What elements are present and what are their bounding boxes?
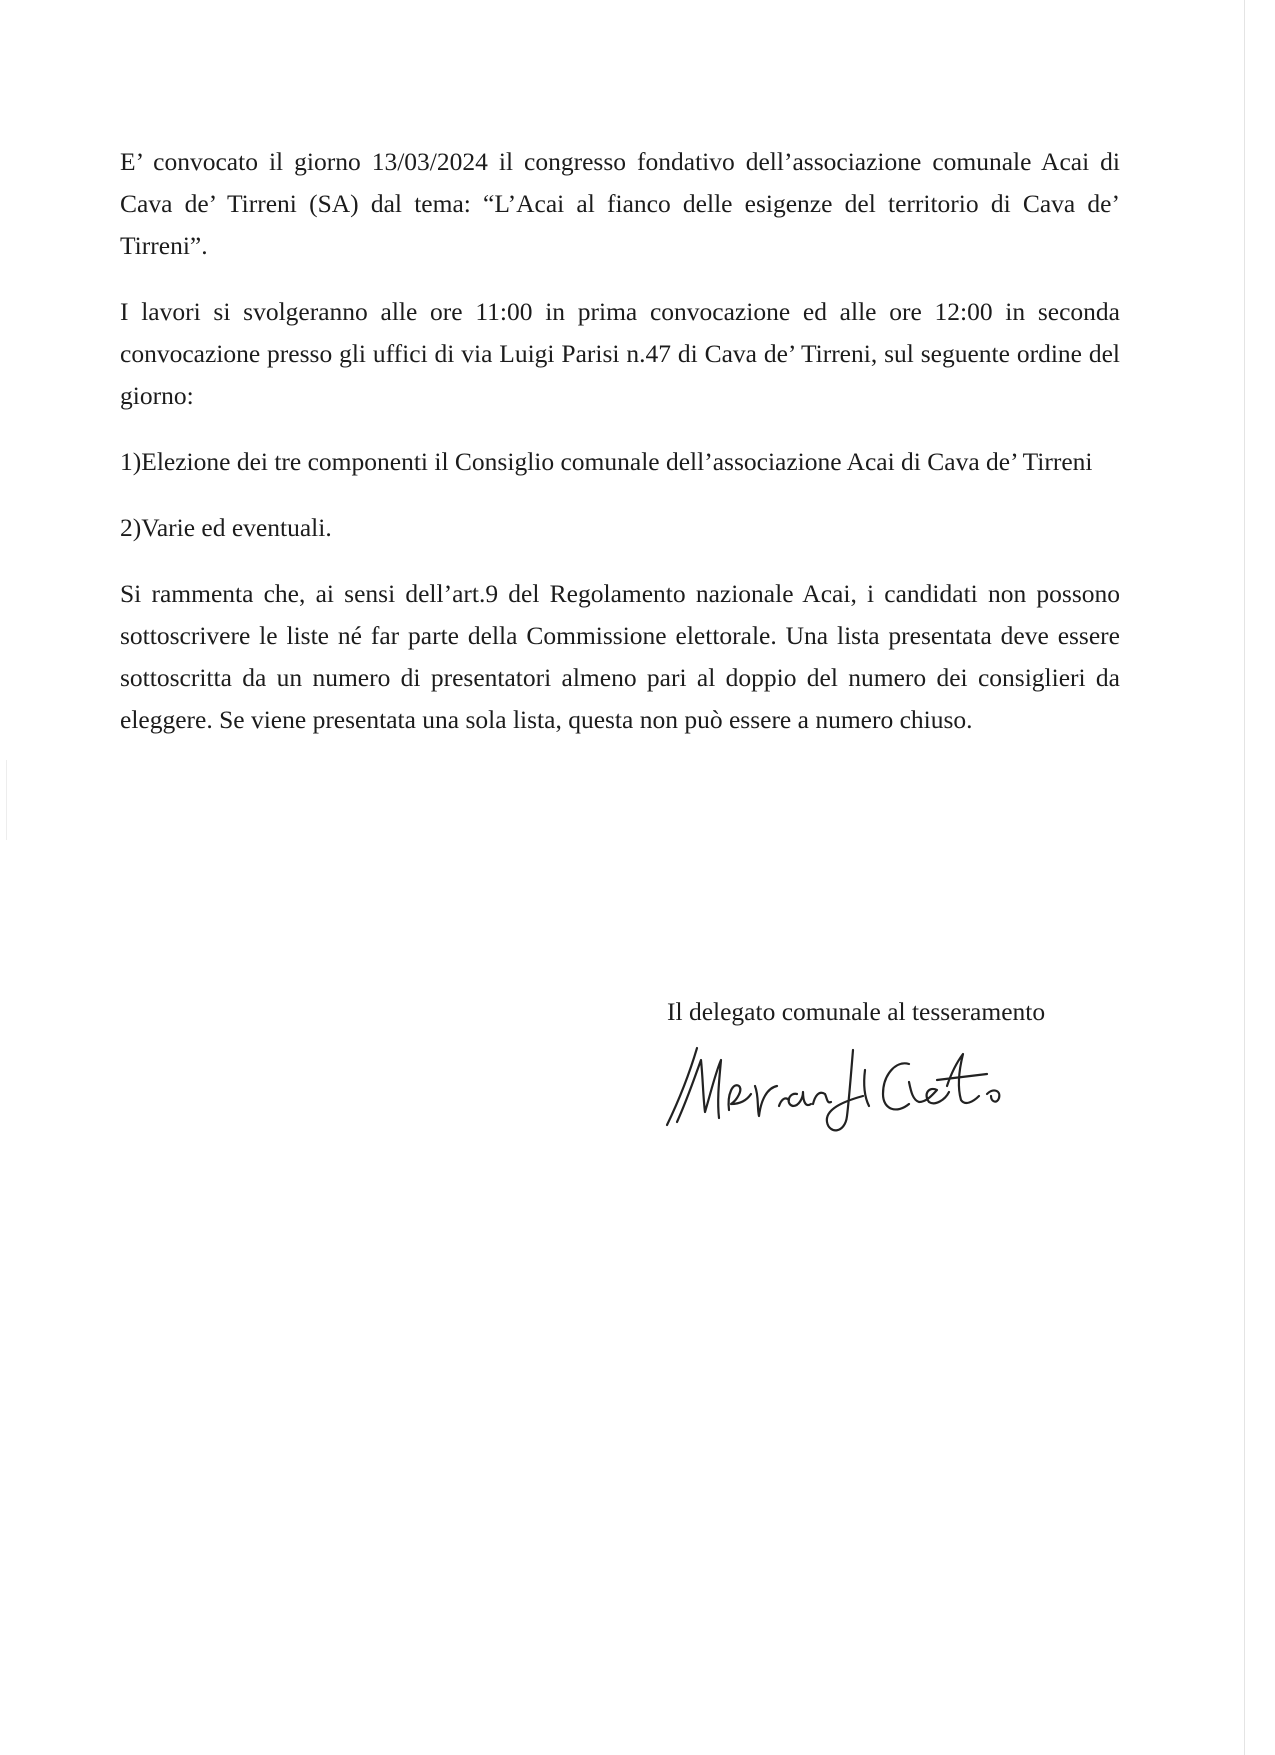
- agenda-item-1: 1)Elezione dei tre componenti il Consiglio comunale dell’associazione Acai di Cava de’ Tirreni: [120, 447, 1093, 476]
- schedule-paragraph: I lavori si svolgeranno alle ore 11:00 in prima convocazione ed alle ore 12:00 in seconda convocazione presso gli uffici di via Luigi Parisi n.47 di Cava de’ Tirreni, sul seguente ordine del giorno:: [120, 297, 1120, 410]
- document-body: [120, 141, 1120, 765]
- signature-caption: Il delegato comunale al tesseramento: [667, 997, 1046, 1026]
- signature-block: [667, 996, 1127, 1028]
- convocation-paragraph: E’ convocato il giorno 13/03/2024 il congresso fondativo dell’associazione comunale Acai di Cava de’ Tirreni (SA) dal tema: “L’Acai al fianco delle esigenze del territorio di Cava de’ Tirreni”.: [120, 147, 1120, 260]
- rules-paragraph: Si rammenta che, ai sensi dell’art.9 del Regolamento nazionale Acai, i candidati non possono sottoscrivere le liste né far parte della Commissione elettorale. Una lista presentata deve essere sottoscritta da un numero di presentatori almeno pari al doppio del numero dei consiglieri da eleggere. Se viene presentata una sola lista, questa non può essere a numero chiuso.: [120, 579, 1120, 734]
- handwritten-signature: [657, 1030, 1037, 1140]
- agenda-item-2: 2)Varie ed eventuali.: [120, 513, 332, 542]
- scan-edge-line: [1244, 0, 1245, 1755]
- scan-edge-mark: [6, 760, 7, 840]
